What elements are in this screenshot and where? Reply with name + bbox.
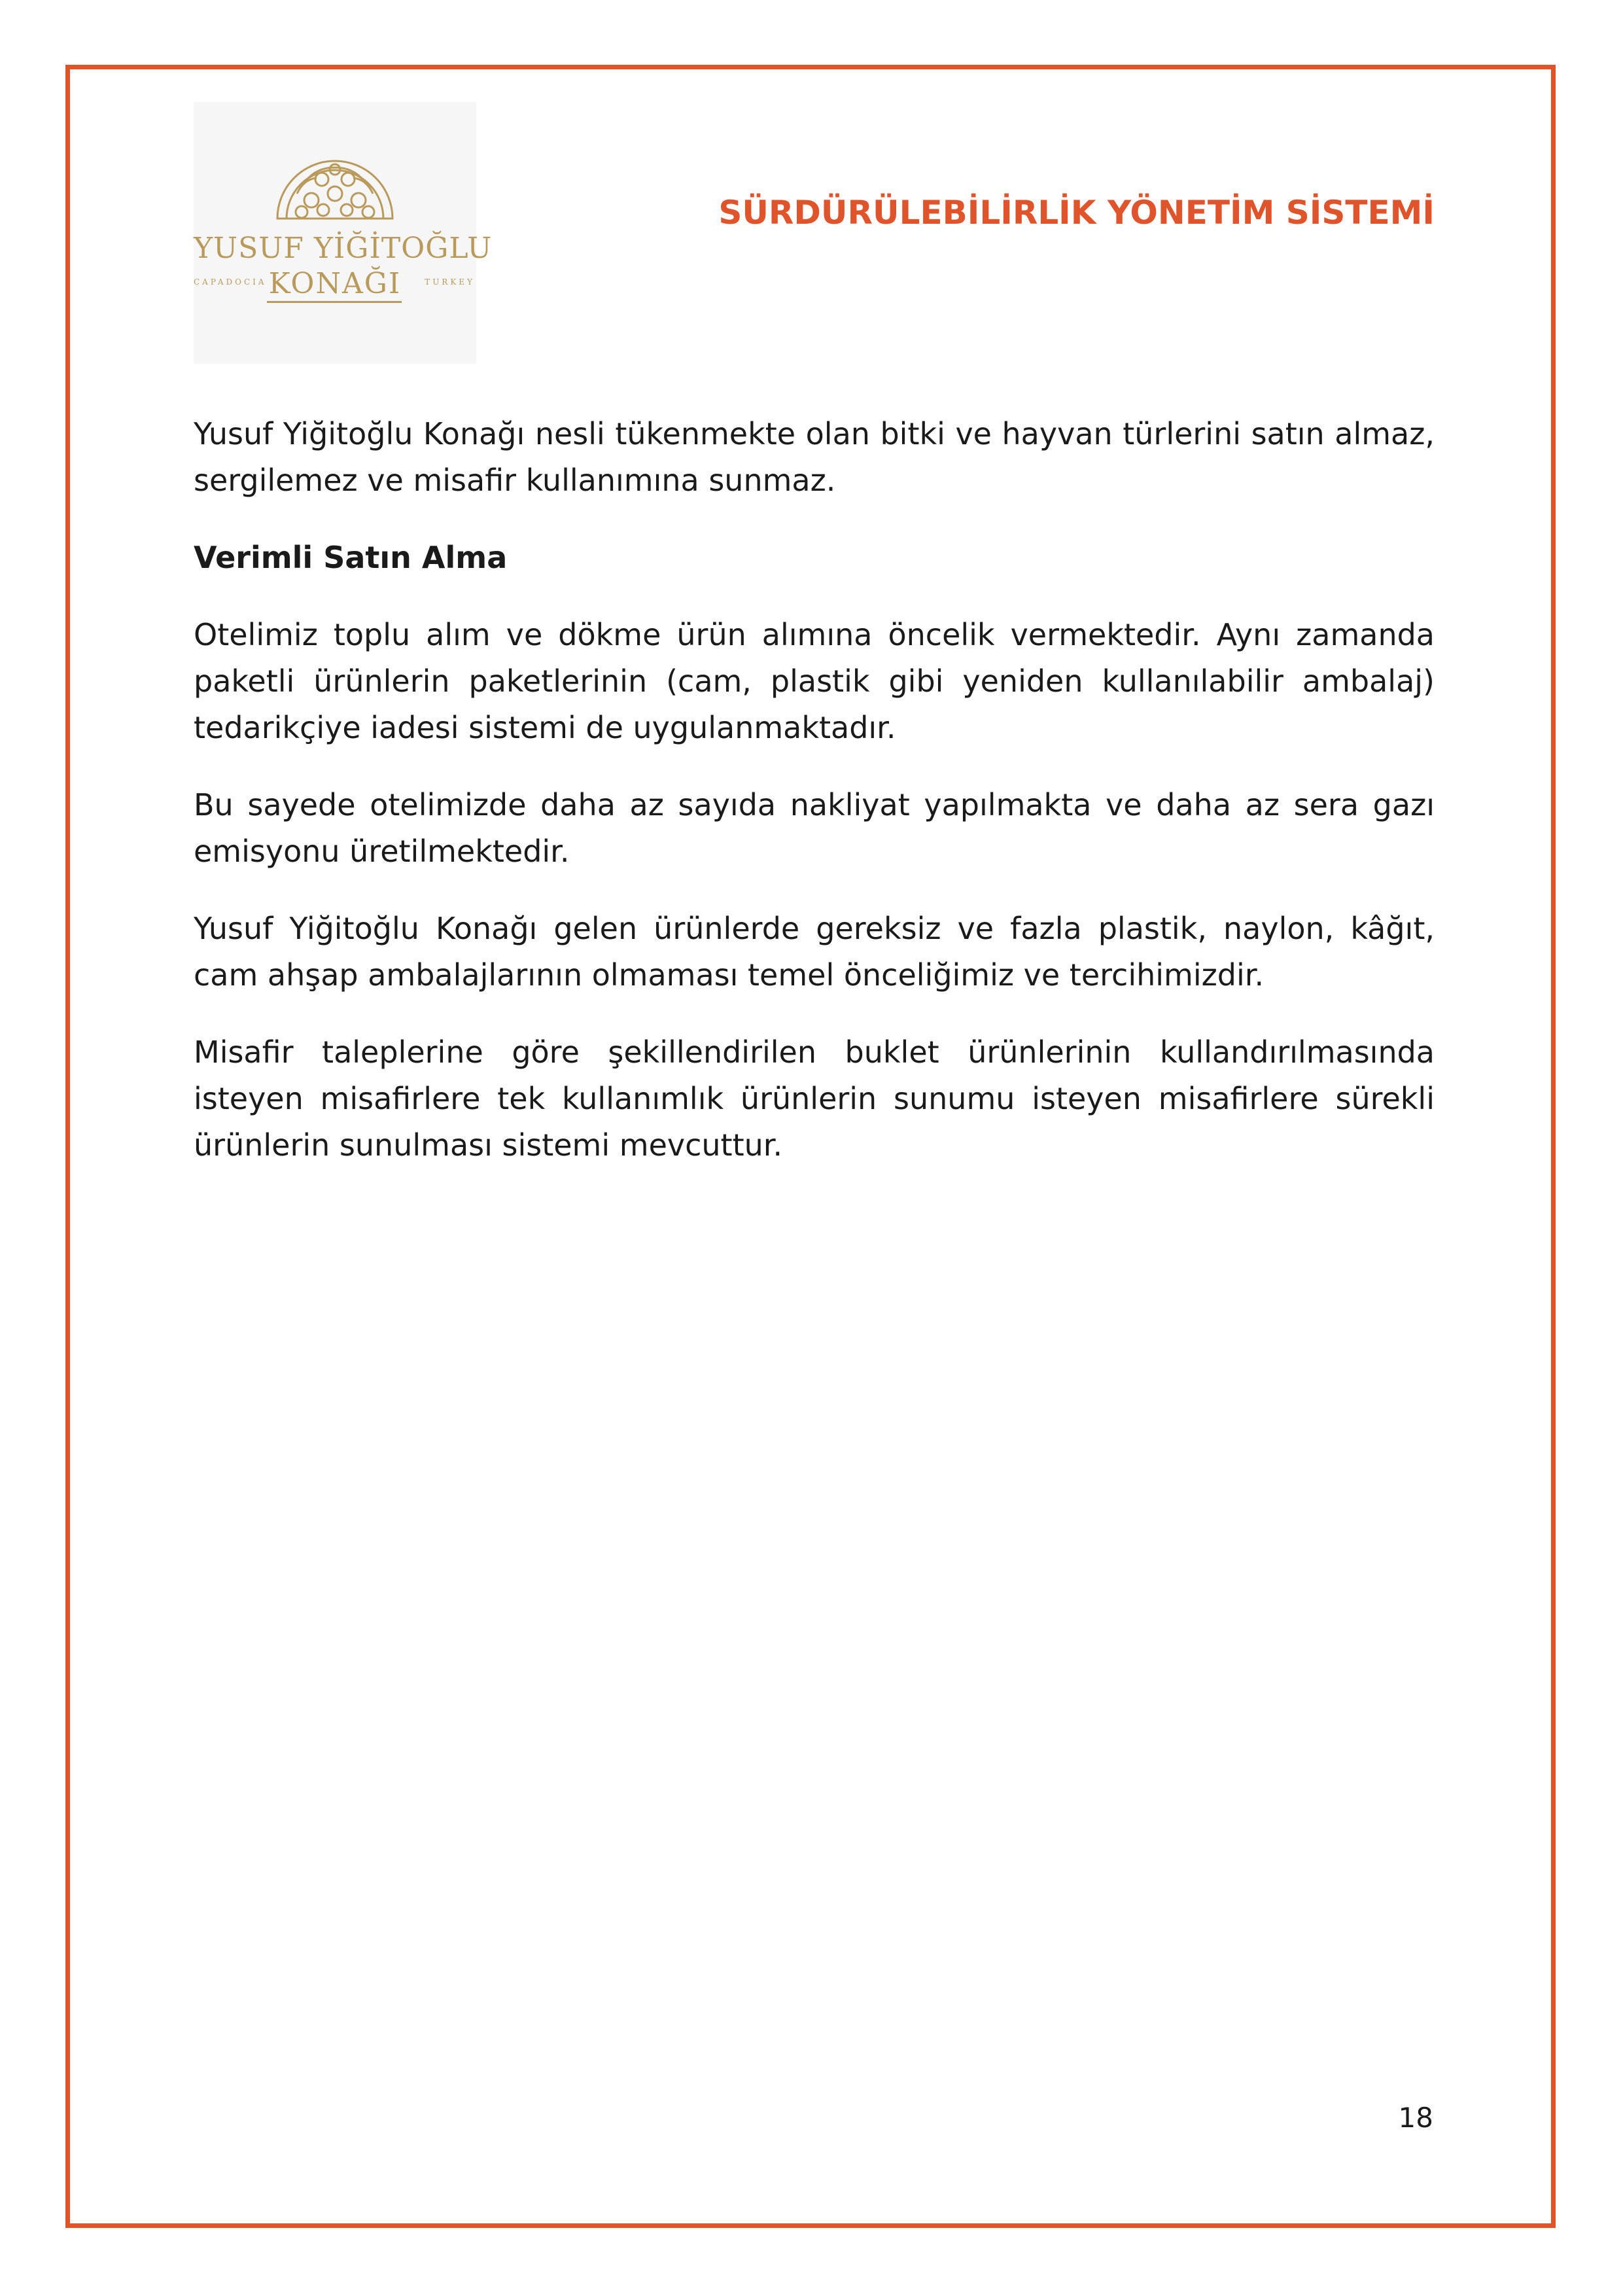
logo-name-line2: KONAĞI (268, 267, 402, 300)
document-body (194, 411, 1435, 1199)
page-header-title: SÜRDÜRÜLEBİLİRLİK YÖNETİM SİSTEMİ (718, 194, 1435, 232)
logo-subtitle-right: TURKEY (425, 277, 475, 287)
logo-underline (267, 301, 402, 303)
hotel-logo (194, 102, 493, 364)
logo-name-line1: YUSUF YİĞİTOĞLU (194, 232, 493, 265)
paragraph-bulk-purchase: Otelimiz toplu alım ve dökme ürün alımına öncelik vermektedir. Aynı zamanda paketli ürünlerin paketlerinin (cam, plastik gibi yeniden kullanılabilir ambalaj) tedarikçiye iadesi sistemi de uygulanmaktadır. (194, 617, 1435, 745)
logo-subtitle-left: CAPADOCIA (194, 277, 267, 287)
paragraph-amenities: Misafir taleplerine göre şekillendirilen buklet ürünlerinin kullandırılmasında isteyen misafirlere tek kullanımlık ürünlerin sunumu isteyen misafirlere sürekli ürünlerin sunulması sistemi mevcuttur. (194, 1034, 1435, 1163)
paragraph-packaging: Yusuf Yiğitoğlu Konağı gelen ürünlerde gereksiz ve fazla plastik, naylon, kâğıt, cam ahşap ambalajlarının olmaması temel önceliğimiz ve tercihimizdir. (194, 911, 1435, 993)
ornament-arch-icon (194, 102, 476, 233)
paragraph-emissions: Bu sayede otelimizde daha az sayıda nakliyat yapılmakta ve daha az sera gazı emisyonu üretilmektedir. (194, 787, 1435, 869)
page-number: 18 (1398, 2102, 1433, 2134)
paragraph-endangered-species: Yusuf Yiğitoğlu Konağı nesli tükenmekte olan bitki ve hayvan türlerini satın almaz, sergilemez ve misafir kullanımına sunmaz. (194, 416, 1435, 498)
section-heading: Verimli Satın Alma (194, 540, 508, 575)
